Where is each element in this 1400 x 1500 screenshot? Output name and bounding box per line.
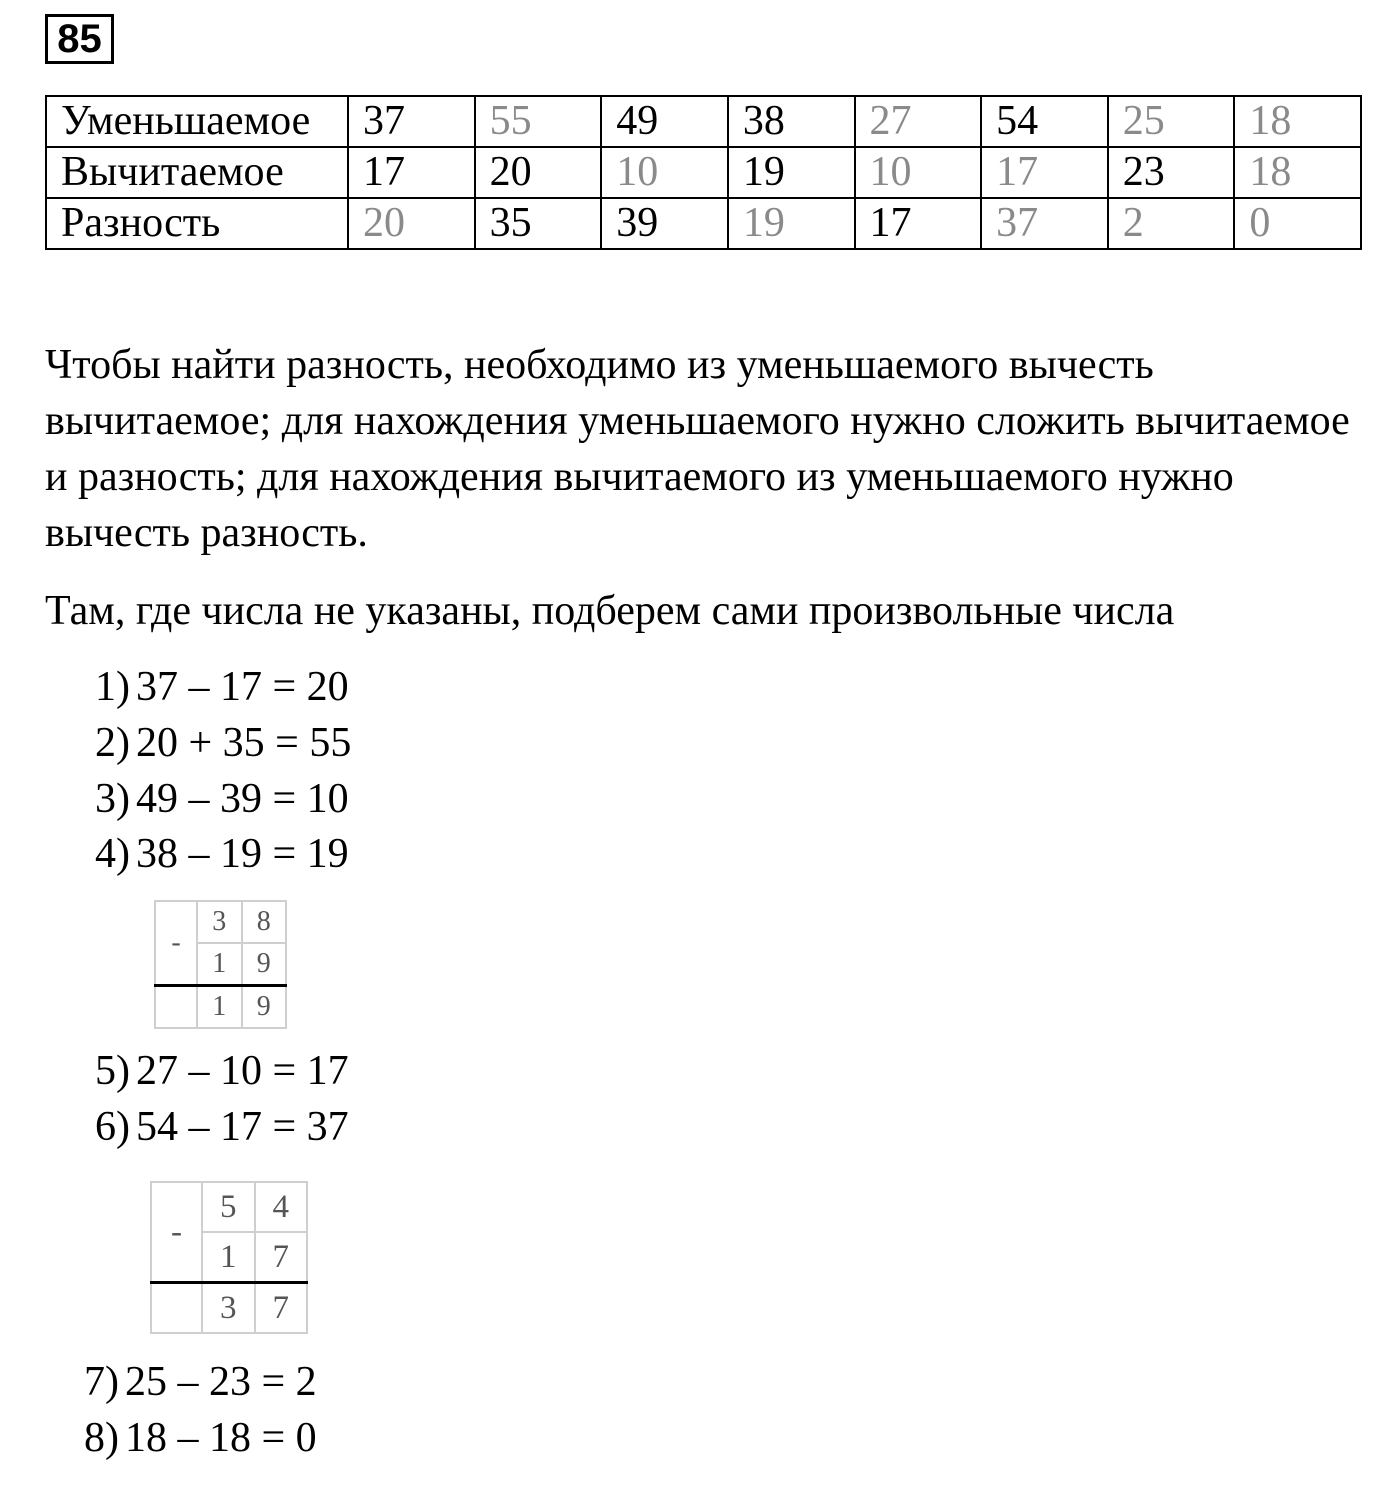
result-row	[155, 986, 286, 1029]
table-cell: 18	[1234, 96, 1361, 147]
table-cell: 23	[1108, 147, 1235, 198]
digit-cell: 5	[202, 1182, 255, 1232]
table-row-difference	[46, 198, 1361, 249]
table-cell: 19	[728, 147, 855, 198]
digit-cell: 1	[197, 986, 242, 1029]
table-cell: 10	[855, 147, 982, 198]
row-label: Разность	[46, 198, 348, 249]
task-number: 85	[45, 14, 114, 64]
column-subtraction	[154, 900, 287, 1029]
step-expression: 49 – 39 = 10	[136, 776, 349, 822]
digit-cell: 7	[255, 1232, 308, 1283]
table-cell: 25	[1108, 96, 1235, 147]
solution-step	[95, 659, 349, 715]
row-label: Вычитаемое	[46, 147, 348, 198]
table-cell: 19	[728, 198, 855, 249]
table-cell: 37	[348, 96, 475, 147]
step-expression: 25 – 23 = 2	[125, 1359, 317, 1405]
table-row-subtrahend	[46, 147, 1361, 198]
step-expression: 37 – 17 = 20	[136, 664, 349, 710]
step-number: 7)	[84, 1359, 119, 1405]
digit-cell: 3	[202, 1283, 255, 1334]
note-paragraph: Там, где числа не указаны, подберем сами произвольные числа	[45, 588, 1175, 634]
table-cell: 17	[348, 147, 475, 198]
step-expression: 27 – 10 = 17	[136, 1048, 349, 1094]
step-expression: 20 + 35 = 55	[136, 720, 352, 766]
step-number: 2)	[95, 720, 130, 766]
table-cell: 0	[1234, 198, 1361, 249]
digit-cell: 4	[255, 1182, 308, 1232]
table-cell: 18	[1234, 147, 1361, 198]
digit-cell: 9	[242, 943, 287, 986]
step-number: 6)	[95, 1104, 130, 1150]
table-row-minuend	[46, 96, 1361, 147]
step-number: 5)	[95, 1048, 130, 1094]
subtraction-table	[45, 95, 1362, 250]
table-cell: 49	[601, 96, 728, 147]
solution-step	[95, 826, 349, 882]
table-cell: 20	[475, 147, 602, 198]
digit-cell: 1	[202, 1232, 255, 1283]
table-cell: 55	[475, 96, 602, 147]
step-expression: 54 – 17 = 37	[136, 1104, 349, 1150]
digit-cell: 9	[242, 986, 287, 1029]
table-cell: 35	[475, 198, 602, 249]
digit-cell: 7	[255, 1283, 308, 1334]
column-subtraction	[150, 1181, 308, 1334]
step-number: 3)	[95, 776, 130, 822]
solution-step	[84, 1410, 317, 1466]
table-cell: 10	[601, 147, 728, 198]
digit-cell: 8	[242, 901, 287, 943]
empty-cell	[155, 986, 197, 1029]
step-number: 8)	[84, 1415, 119, 1461]
table-cell: 54	[981, 96, 1108, 147]
minuend-row	[151, 1182, 307, 1232]
table-cell: 37	[981, 198, 1108, 249]
row-label: Уменьшаемое	[46, 96, 348, 147]
empty-cell	[151, 1283, 202, 1334]
table-cell: 2	[1108, 198, 1235, 249]
table-cell: 20	[348, 198, 475, 249]
solution-step	[95, 715, 351, 771]
step-expression: 18 – 18 = 0	[125, 1415, 317, 1461]
solution-step	[95, 1099, 349, 1155]
solution-step	[95, 1043, 349, 1099]
table-cell: 39	[601, 198, 728, 249]
explanation-paragraph: Чтобы найти разность, необходимо из уменьшаемого вычесть вычитаемое; для нахождения уменьшаемого нужно сложить вычитаемое и разность; для нахождения вычитаемого из уменьшаемого нужно вычесть разность.	[45, 342, 1350, 556]
result-row	[151, 1283, 307, 1334]
solution-step	[84, 1354, 317, 1410]
digit-cell: 3	[197, 901, 242, 943]
table-cell: 17	[981, 147, 1108, 198]
digit-cell: 1	[197, 943, 242, 986]
minuend-row	[155, 901, 286, 943]
table-cell: 27	[855, 96, 982, 147]
minus-sign: -	[151, 1182, 202, 1283]
step-number: 4)	[95, 831, 130, 877]
minus-sign: -	[155, 901, 197, 986]
table-cell: 38	[728, 96, 855, 147]
table-cell: 17	[855, 198, 982, 249]
solution-step	[95, 771, 349, 827]
step-number: 1)	[95, 664, 130, 710]
step-expression: 38 – 19 = 19	[136, 831, 349, 877]
